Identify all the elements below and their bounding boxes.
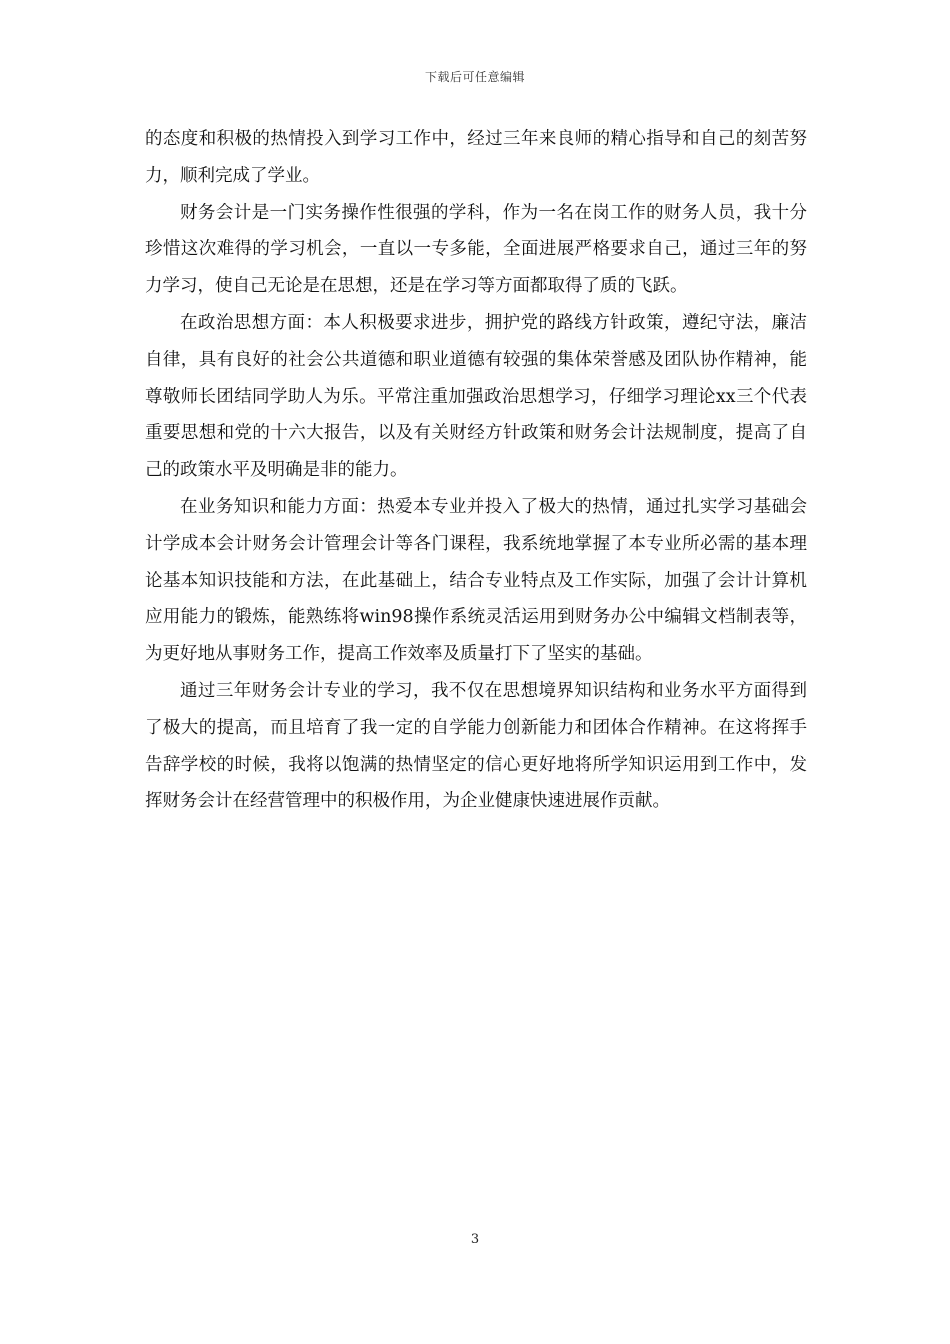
paragraph-professional-knowledge: 在业务知识和能力方面：热爱本专业并投入了极大的热情，通过扎实学习基础会计学成本会计财务会计管理会计等各门课程，我系统地掌握了本专业所必需的基本理论基本知识技能和方法，在此基础上，结合专业特点及工作实际，加强了会计计算机应用能力的锻炼，能熟练将win98操作系统灵活运用到财务办公中编辑文档制表等，为更好地从事财务工作，提高工作效率及质量打下了坚实的基础。 [145,496,807,665]
document-body [145,121,807,820]
paragraph-continuation: 的态度和积极的热情投入到学习工作中，经过三年来良师的精心指导和自己的刻苦努力，顺利完成了学业。 [145,129,807,186]
page-number: 3 [470,1232,480,1247]
paragraph-financial-accounting: 财务会计是一门实务操作性很强的学科，作为一名在岗工作的财务人员，我十分珍惜这次难得的学习机会，一直以一专多能，全面进展严格要求自己，通过三年的努力学习，使自己无论是在思想，还是在学习等方面都取得了质的飞跃。 [145,202,807,297]
paragraph-political-thought: 在政治思想方面：本人积极要求进步，拥护党的路线方针政策，遵纪守法，廉洁自律，具有良好的社会公共道德和职业道德有较强的集体荣誉感及团队协作精神，能尊敬师长团结同学助人为乐。平常注重加强政治思想学习，仔细学习理论xx三个代表重要思想和党的十六大报告，以及有关财经方针政策和财务会计法规制度，提高了自己的政策水平及明确是非的能力。 [145,312,807,481]
paragraph-conclusion: 通过三年财务会计专业的学习，我不仅在思想境界知识结构和业务水平方面得到了极大的提高，而且培育了我一定的自学能力创新能力和团体合作精神。在这将挥手告辞学校的时候，我将以饱满的热情坚定的信心更好地将所学知识运用到工作中，发挥财务会计在经营管理中的积极作用，为企业健康快速进展作贡献。 [145,680,807,812]
page-header: 下载后可任意编辑 [424,70,525,84]
